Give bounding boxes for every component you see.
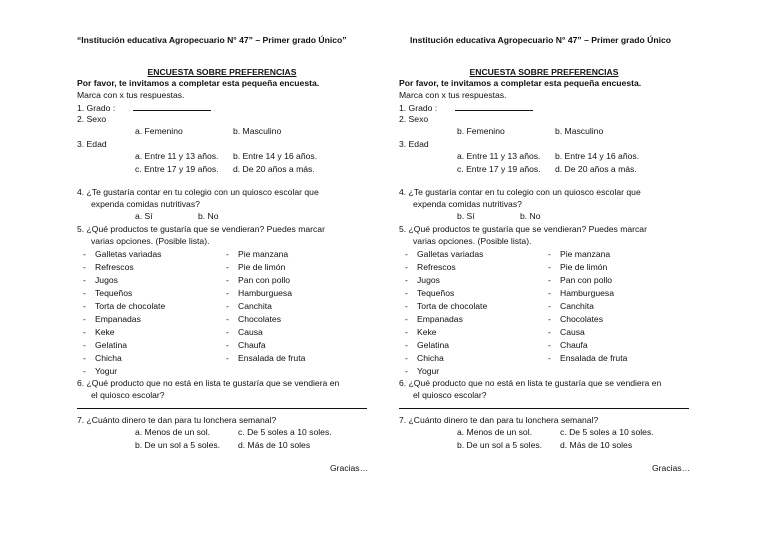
list-bullet: - [548,275,551,285]
option-money-a[interactable]: a. Menos de un sol. [457,427,533,437]
list-bullet: - [226,327,229,337]
list-item[interactable]: Yogur [95,366,118,376]
question-other-product: 6. ¿Qué producto que no está en lista te gustaría que se vendiera en [399,378,662,388]
list-item[interactable]: Canchita [560,301,594,311]
option-age-d[interactable]: d. De 20 años a más. [233,164,315,174]
list-item[interactable]: Ensalada de fruta [560,353,628,363]
question-kiosk-cont: expenda comidas nutritivas? [91,199,200,209]
list-item[interactable]: Jugos [417,275,440,285]
question-sex: 2. Sexo [399,114,429,124]
list-item[interactable]: Empanadas [95,314,141,324]
list-item[interactable]: Galletas variadas [417,249,484,259]
list-item[interactable]: Keke [95,327,115,337]
list-bullet: - [226,262,229,272]
list-item[interactable]: Pie manzana [238,249,289,259]
list-bullet: - [548,249,551,259]
list-item[interactable]: Keke [417,327,437,337]
list-item[interactable]: Refrescos [95,262,134,272]
list-item[interactable]: Refrescos [417,262,456,272]
question-sex: 2. Sexo [77,114,107,124]
option-age-b[interactable]: b. Entre 14 y 16 años. [233,151,318,161]
option-money-b[interactable]: b. De un sol a 5 soles. [457,440,543,450]
list-bullet: - [548,314,551,324]
question-kiosk: 4. ¿Te gustaría contar en tu colegio con un quiosco escolar que [77,187,319,197]
option-male[interactable]: b. Masculino [555,126,604,136]
list-item[interactable]: Chocolates [238,314,281,324]
option-money-b[interactable]: b. De un sol a 5 soles. [135,440,221,450]
list-bullet: - [548,262,551,272]
list-bullet: - [548,340,551,350]
list-item[interactable]: Hamburguesa [238,288,292,298]
list-item[interactable]: Canchita [238,301,272,311]
list-bullet: - [226,353,229,363]
option-female[interactable]: b. Femenino [457,126,505,136]
list-bullet: - [226,275,229,285]
list-item[interactable]: Chicha [95,353,122,363]
question-grade-label: 1. Grado : [77,103,116,113]
list-item[interactable]: Pie de limón [238,262,286,272]
option-no[interactable]: b. No [198,211,219,221]
list-item[interactable]: Jugos [95,275,118,285]
thanks-text: Gracias… [330,463,369,473]
list-bullet: - [83,353,86,363]
instruction-line: Marca con x tus respuestas. [77,90,185,100]
list-bullet: - [226,288,229,298]
school-header: Institución educativa Agropecuario N° 47” – Primer grado Único [410,35,671,45]
list-item[interactable]: Pan con pollo [238,275,291,285]
list-bullet: - [405,301,408,311]
list-bullet: - [548,353,551,363]
list-item[interactable]: Chaufa [238,340,266,350]
list-item[interactable]: Causa [238,327,263,337]
question-other-product-cont: el quiosco escolar? [91,390,165,400]
question-other-product: 6. ¿Qué producto que no está en lista te gustaría que se vendiera en [77,378,340,388]
list-bullet: - [83,301,86,311]
question-products: 5. ¿Qué productos te gustaría que se vendieran? Puedes marcar [399,224,647,234]
list-item[interactable]: Gelatina [417,340,450,350]
grade-blank[interactable] [133,101,211,111]
list-item[interactable]: Chaufa [560,340,588,350]
question-products: 5. ¿Qué productos te gustaría que se vendieran? Puedes marcar [77,224,325,234]
option-age-c[interactable]: c. Entre 17 y 19 años. [457,164,541,174]
intro-line: Por favor, te invitamos a completar esta pequeña encuesta. [399,78,642,88]
list-item[interactable]: Ensalada de fruta [238,353,306,363]
list-bullet: - [83,288,86,298]
list-bullet: - [83,262,86,272]
option-age-a[interactable]: a. Entre 11 y 13 años. [135,151,219,161]
option-yes[interactable]: b. Sí [457,211,475,221]
list-bullet: - [548,327,551,337]
option-age-d[interactable]: d. De 20 años a más. [555,164,637,174]
list-item[interactable]: Torta de chocolate [417,301,488,311]
option-money-c[interactable]: c. De 5 soles a 10 soles. [238,427,332,437]
list-item[interactable]: Pan con pollo [560,275,613,285]
list-item[interactable]: Chocolates [560,314,603,324]
list-item[interactable]: Causa [560,327,585,337]
list-bullet: - [405,353,408,363]
grade-blank[interactable] [455,101,533,111]
option-money-c[interactable]: c. De 5 soles a 10 soles. [560,427,654,437]
list-bullet: - [405,314,408,324]
list-bullet: - [226,301,229,311]
list-item[interactable]: Torta de chocolate [95,301,166,311]
list-bullet: - [405,249,408,259]
list-bullet: - [548,301,551,311]
option-age-a[interactable]: a. Entre 11 y 13 años. [457,151,541,161]
option-money-d[interactable]: d. Más de 10 soles [560,440,633,450]
list-bullet: - [405,366,408,376]
list-item[interactable]: Gelatina [95,340,128,350]
list-bullet: - [405,275,408,285]
list-item[interactable]: Yogur [417,366,440,376]
question-age: 3. Edad [77,139,107,149]
question-products-cont: varias opciones. (Posible lista). [91,236,210,246]
survey-page-left [77,0,377,543]
option-female[interactable]: a. Femenino [135,126,183,136]
list-bullet: - [405,262,408,272]
answer-line[interactable] [399,408,689,409]
list-item[interactable]: Pie de limón [560,262,608,272]
answer-line[interactable] [77,408,367,409]
list-bullet: - [83,366,86,376]
list-bullet: - [83,249,86,259]
list-item[interactable]: Tequeños [95,288,133,298]
question-age: 3. Edad [399,139,429,149]
list-bullet: - [405,288,408,298]
option-no[interactable]: b. No [520,211,541,221]
list-item[interactable]: Pie manzana [560,249,611,259]
option-money-d[interactable]: d. Más de 10 soles [238,440,311,450]
question-grade-label: 1. Grado : [399,103,438,113]
list-bullet: - [405,327,408,337]
option-money-a[interactable]: a. Menos de un sol. [135,427,211,437]
list-item[interactable]: Tequeños [417,288,455,298]
list-item[interactable]: Empanadas [417,314,463,324]
list-bullet: - [226,249,229,259]
option-age-c[interactable]: c. Entre 17 y 19 años. [135,164,219,174]
question-money: 7. ¿Cuánto dinero te dan para tu lonchera semanal? [77,415,277,425]
survey-page-right [399,0,699,543]
list-bullet: - [83,275,86,285]
thanks-text: Gracias… [652,463,691,473]
list-item[interactable]: Galletas variadas [95,249,162,259]
question-kiosk: 4. ¿Te gustaría contar en tu colegio con un quiosco escolar que [399,187,641,197]
list-bullet: - [405,340,408,350]
instruction-line: Marca con x tus respuestas. [399,90,507,100]
list-item[interactable]: Hamburguesa [560,288,614,298]
survey-title: ENCUESTA SOBRE PREFERENCIAS [147,67,297,77]
question-products-cont: varias opciones. (Posible lista). [413,236,532,246]
survey-title: ENCUESTA SOBRE PREFERENCIAS [469,67,619,77]
list-bullet: - [226,340,229,350]
list-item[interactable]: Chicha [417,353,444,363]
list-bullet: - [83,340,86,350]
list-bullet: - [226,314,229,324]
intro-line: Por favor, te invitamos a completar esta pequeña encuesta. [77,78,320,88]
school-header: “Institución educativa Agropecuario N° 47” – Primer grado Único” [77,35,347,45]
list-bullet: - [83,314,86,324]
option-age-b[interactable]: b. Entre 14 y 16 años. [555,151,640,161]
list-bullet: - [83,327,86,337]
option-yes[interactable]: a. Sí [135,211,153,221]
question-kiosk-cont: expenda comidas nutritivas? [413,199,522,209]
question-other-product-cont: el quiosco escolar? [413,390,487,400]
option-male[interactable]: b. Masculino [233,126,282,136]
question-money: 7. ¿Cuánto dinero te dan para tu lonchera semanal? [399,415,599,425]
list-bullet: - [548,288,551,298]
